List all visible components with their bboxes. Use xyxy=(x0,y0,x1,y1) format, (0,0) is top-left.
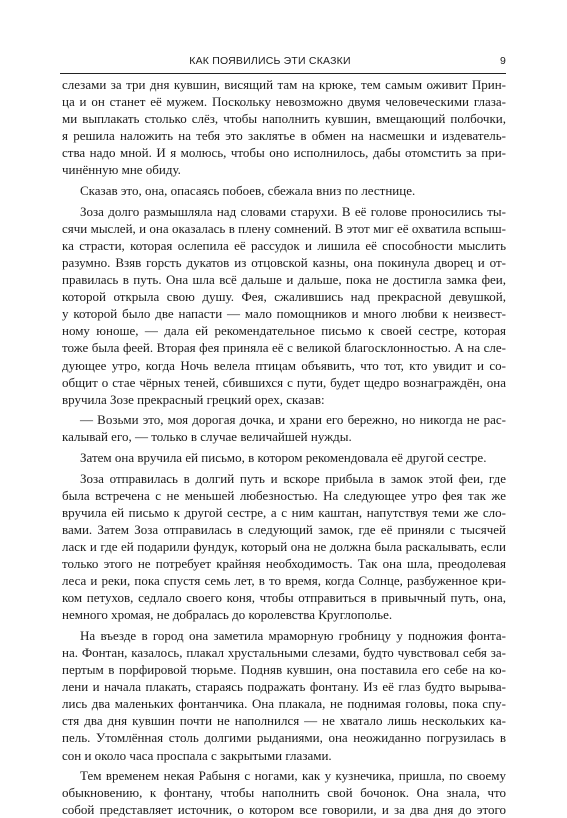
paragraph xyxy=(62,449,506,466)
text-line: была встречена с не меньшей любезностью. На следующее утро фея так же xyxy=(62,487,506,503)
text-line: лись два маленьких фонтанчика. Она плакала, не поднимая головы, пока спу- xyxy=(62,696,506,712)
text-line: собой представляет источник, о котором все говорили, и за два дня до этого xyxy=(62,802,506,818)
page-number: 9 xyxy=(499,55,506,67)
text-line: общит о стае чёрных теней, сбившихся с пути, будет щедро вознаграждён, она xyxy=(62,374,506,390)
text-line: Зоза долго размышляла над словами старухи. В её голове проносились ты- xyxy=(80,203,506,219)
paragraph xyxy=(62,76,506,179)
text-line: только этого не потребует крайняя необходимость. Так она шла, преодолевая xyxy=(62,556,506,572)
text-line: разумно. Взяв горсть дукатов из отцовской казны, она покинула дворец и от- xyxy=(62,254,506,270)
body-text xyxy=(62,76,506,818)
text-line: Сказав это, она, опасаясь побоев, сбежала вниз по лестнице. xyxy=(80,183,416,199)
paragraph xyxy=(62,182,506,199)
text-line: ному юноше, — дала ей рекомендательное письмо к своей сестре, которая xyxy=(62,323,506,339)
text-line: вами. Затем Зоза отправилась в следующий замок, где её приняли с тысячей xyxy=(62,521,506,537)
text-line: вручила Зозе прекрасный грецкий орех, сказав: xyxy=(62,391,325,407)
text-line: Затем она вручила ей письмо, в котором рекомендовала её другой сестре. xyxy=(80,449,487,465)
running-header xyxy=(60,51,506,74)
text-line: ства надо мной. И я молюсь, чтобы оно исполнилось, дабы отомстить за при- xyxy=(62,145,506,161)
text-line: обыкновению, к фонтану, чтобы наполнить свой бочонок. Она знала, что xyxy=(62,785,506,801)
running-header-title: КАК ПОЯВИЛИСЬ ЭТИ СКАЗКИ xyxy=(189,55,351,67)
text-line: пель. Утомлённая столь долгими рыданиями, она неожиданно погрузилась в xyxy=(62,730,506,746)
paragraph xyxy=(62,203,506,408)
text-line: сячи мыслей, и она оказалась в плену сомнений. В этот миг её охватила вспыш- xyxy=(62,220,506,236)
text-line: ласк и где ей подарили фундук, который она не должна была раскалывать, если xyxy=(62,538,506,554)
text-line: чинённую мне обиду. xyxy=(62,162,181,178)
text-line: Зоза отправилась в долгий путь и вскоре прибыла в замок этой феи, где xyxy=(80,470,506,486)
text-line: стя два дня кувшин почти не наполнился — не хватало лишь нескольких ка- xyxy=(62,713,506,729)
text-line: — Возьми это, моя дорогая дочка, и храни его бережно, но никогда не рас- xyxy=(80,412,506,428)
text-line: я решила наложить на тебя это заклятье в обмен на насмешки и издеватель- xyxy=(62,128,506,144)
paragraph xyxy=(62,411,506,445)
text-line: правилась в путь. Она шла всё дальше и дальше, пока не достигла замка феи, xyxy=(62,272,506,288)
text-line: сон и около часа проспала с закрытыми глазами. xyxy=(62,747,332,763)
text-line: которой открыла свою душу. Фея, сжалившись над прекрасной девушкой, xyxy=(62,289,506,305)
text-line: на. Фонтан, казалось, плакал хрустальными слезами, будто чувствовал себя за- xyxy=(62,645,506,660)
text-line: ка страсти, которая ослепила её рассудок и лишила её способности мыслить xyxy=(62,237,506,253)
paragraph xyxy=(62,627,506,764)
text-line: лени и начала плакать, стараясь подражать фонтану. Из её глаз будто вырыва- xyxy=(62,679,506,695)
text-line: ми выплакать столько слёз, чтобы наполнить кувшин, вмещающий полбочки, xyxy=(62,111,506,127)
text-line: тоже была феей. Вторая фея приняла её с великой благосклонностью. А на сле- xyxy=(62,340,506,356)
text-line: пертым в порфировой тюрьме. Подняв кувшин, она поставила его себе на ко- xyxy=(62,662,506,678)
text-line: вручила ей письмо к другой сестре, а с ним каштан, напутствуя теми же сло- xyxy=(62,504,506,520)
text-line: у которой было две напасти — мало помощников и много любви к неизвест- xyxy=(62,306,506,322)
text-line: немного хромая, не добралась до королевства Круглополье. xyxy=(62,607,393,623)
paragraph xyxy=(62,767,506,818)
text-line: На въезде в город она заметила мраморную гробницу у подножия фонта- xyxy=(80,627,506,643)
text-line: слезами за три дня кувшин, висящий там на крюке, тем самым оживит Прин- xyxy=(62,77,506,92)
text-line: ца и он станет её мужем. Поскольку невозможно двумя человеческими глаза- xyxy=(62,94,506,110)
paragraph xyxy=(62,470,506,624)
text-line: Тем временем некая Рабыня с ногами, как у кузнечика, пришла, по своему xyxy=(80,768,506,784)
text-line: ком петухов, седлало своего коня, чтобы отправиться в привычный путь, она, xyxy=(62,590,506,606)
text-line: леса и реки, пока спустя семь лет, в то время, когда Солнце, разбуженное кри- xyxy=(62,573,506,589)
text-line: дующее утро, когда Ночь велела птицам объявить, что тот, кто увидит и со- xyxy=(62,357,506,373)
text-line: калывай его, — только в случае величайшей нужды. xyxy=(62,429,352,445)
